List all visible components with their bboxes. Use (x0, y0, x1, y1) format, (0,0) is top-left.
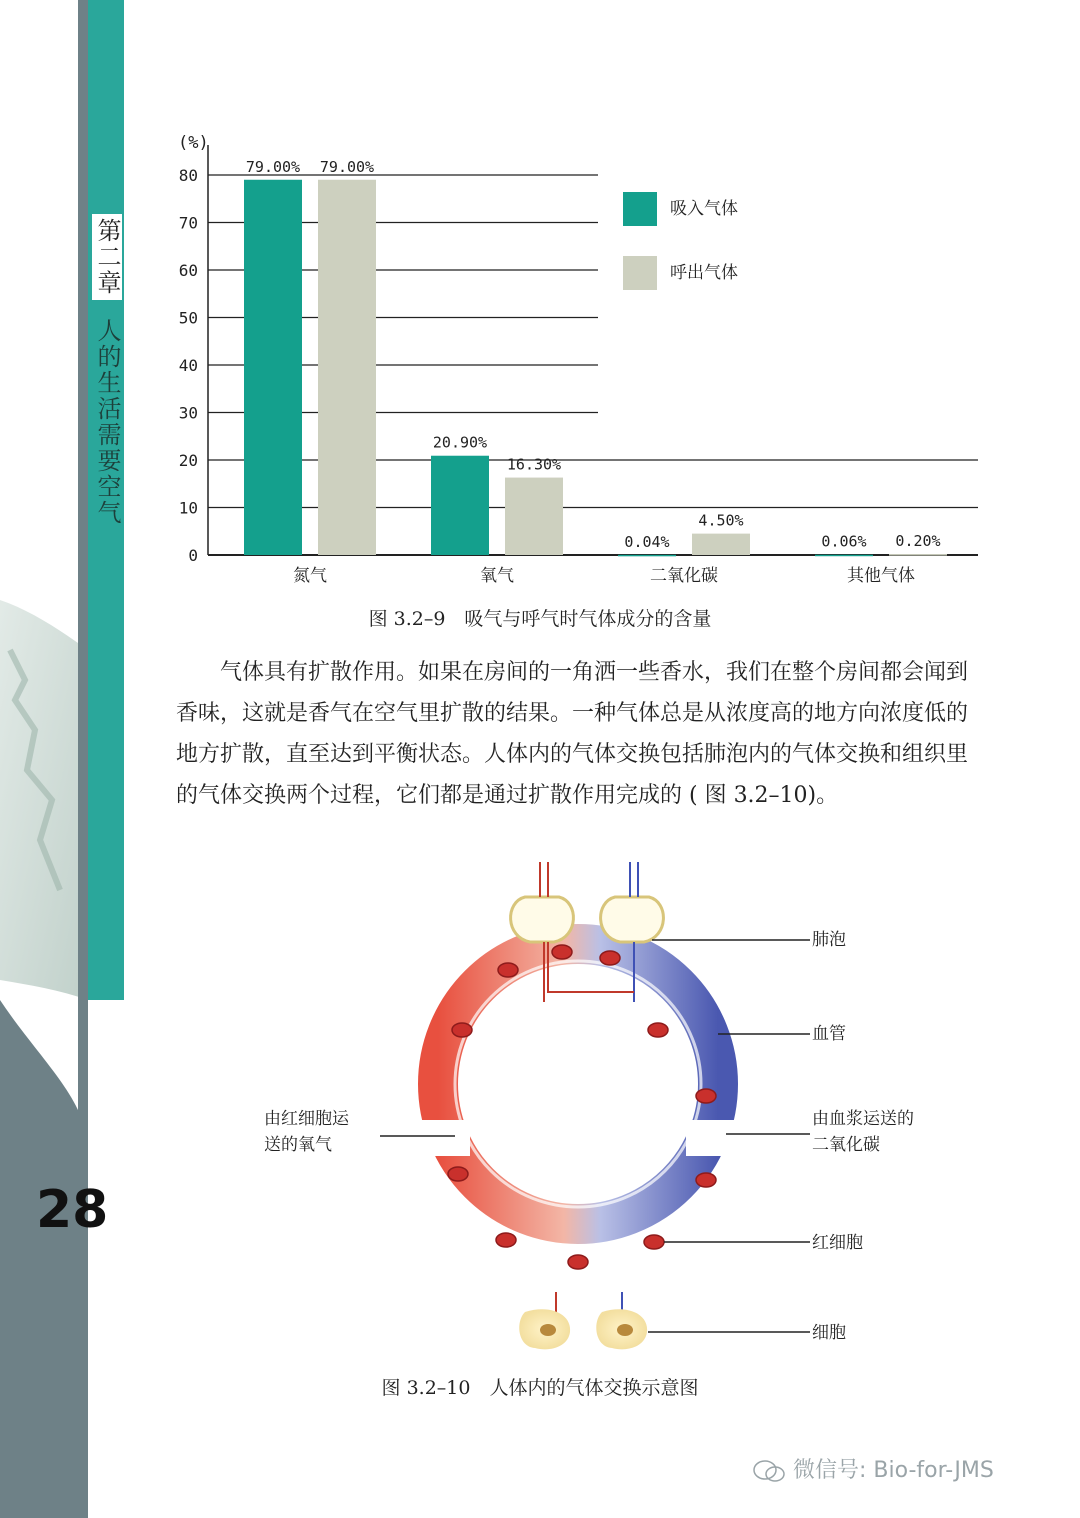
bar (815, 555, 873, 557)
chapter-subtitle: 人的生活需要空气 (93, 317, 121, 526)
data-label: 16.30% (506, 455, 562, 474)
bar (318, 180, 376, 555)
legend-label: 呼出气体 (670, 263, 738, 283)
y-tick-label: 60 (178, 261, 198, 280)
chapter-label (92, 214, 122, 526)
y-tick-label: 80 (178, 166, 198, 185)
watermark-text: 微信号: Bio-for-JMS (793, 1458, 994, 1483)
bar (244, 180, 302, 555)
chapter-marker (98, 190, 116, 208)
figure1-caption: 图 3.2–9 吸气与呼气时气体成分的含量 (368, 608, 712, 630)
tissue-cells (519, 1309, 647, 1349)
data-label: 0.06% (821, 532, 867, 551)
category-label: 氮气 (293, 566, 327, 586)
bar (431, 456, 489, 555)
label-oxygen-1: 由红细胞运 (264, 1109, 349, 1129)
bar (692, 534, 750, 555)
label-rbc: 红细胞 (812, 1233, 863, 1253)
category-label: 氧气 (480, 566, 514, 586)
label-oxygen-2: 送的氧气 (264, 1135, 332, 1155)
data-label: 79.00% (319, 157, 375, 176)
data-label: 79.00% (245, 157, 301, 176)
body-paragraph (176, 652, 976, 816)
watermark (752, 1453, 994, 1484)
gas-composition-chart (150, 120, 1010, 590)
data-label: 0.20% (895, 532, 941, 551)
label-alveoli: 肺泡 (812, 930, 846, 950)
data-label: 20.90% (432, 433, 488, 452)
y-tick-label: 10 (178, 498, 198, 518)
label-co2-2: 二氧化碳 (812, 1135, 880, 1155)
y-tick-label: 20 (178, 451, 198, 470)
y-tick-label: 30 (178, 403, 198, 423)
legend-swatch (623, 192, 657, 226)
y-tick-label: 70 (178, 213, 198, 233)
gas-exchange-diagram (250, 852, 970, 1352)
chapter-title: 第二章 (92, 214, 122, 300)
body-text: 气体具有扩散作用。如果在房间的一角洒一些香水，我们在整个房间都会闻到香味，这就是香气在空气里扩散的结果。一种气体总是从浓度高的地方向浓度低的地方扩散，直至达到平衡状态。人体内的气体交换包括肺泡内的气体交换和组织里的气体交换两个过程，它们都是通过扩散作用完成的 ( 图 3.2–10)。 (176, 660, 969, 808)
y-tick-label: 50 (178, 308, 198, 328)
category-label: 二氧化碳 (650, 566, 718, 586)
label-co2-1: 由血浆运送的 (812, 1109, 914, 1129)
legend-swatch (623, 256, 657, 290)
bar (889, 554, 947, 556)
label-vessel: 血管 (812, 1024, 846, 1044)
data-label: 0.04% (624, 532, 670, 551)
data-label: 4.50% (698, 511, 744, 530)
y-tick-label: 0 (188, 546, 198, 565)
figure2-caption: 图 3.2–10 人体内的气体交换示意图 (381, 1377, 699, 1399)
legend-label: 吸入气体 (670, 199, 738, 219)
category-label: 其他气体 (847, 566, 915, 586)
bar (505, 478, 563, 555)
y-tick-label: 40 (178, 356, 198, 375)
page-number: 28 (36, 1180, 109, 1240)
bar (618, 555, 676, 557)
wechat-icon (752, 1459, 786, 1483)
y-axis-label: (%) (178, 133, 209, 153)
label-cell: 细胞 (812, 1323, 846, 1343)
